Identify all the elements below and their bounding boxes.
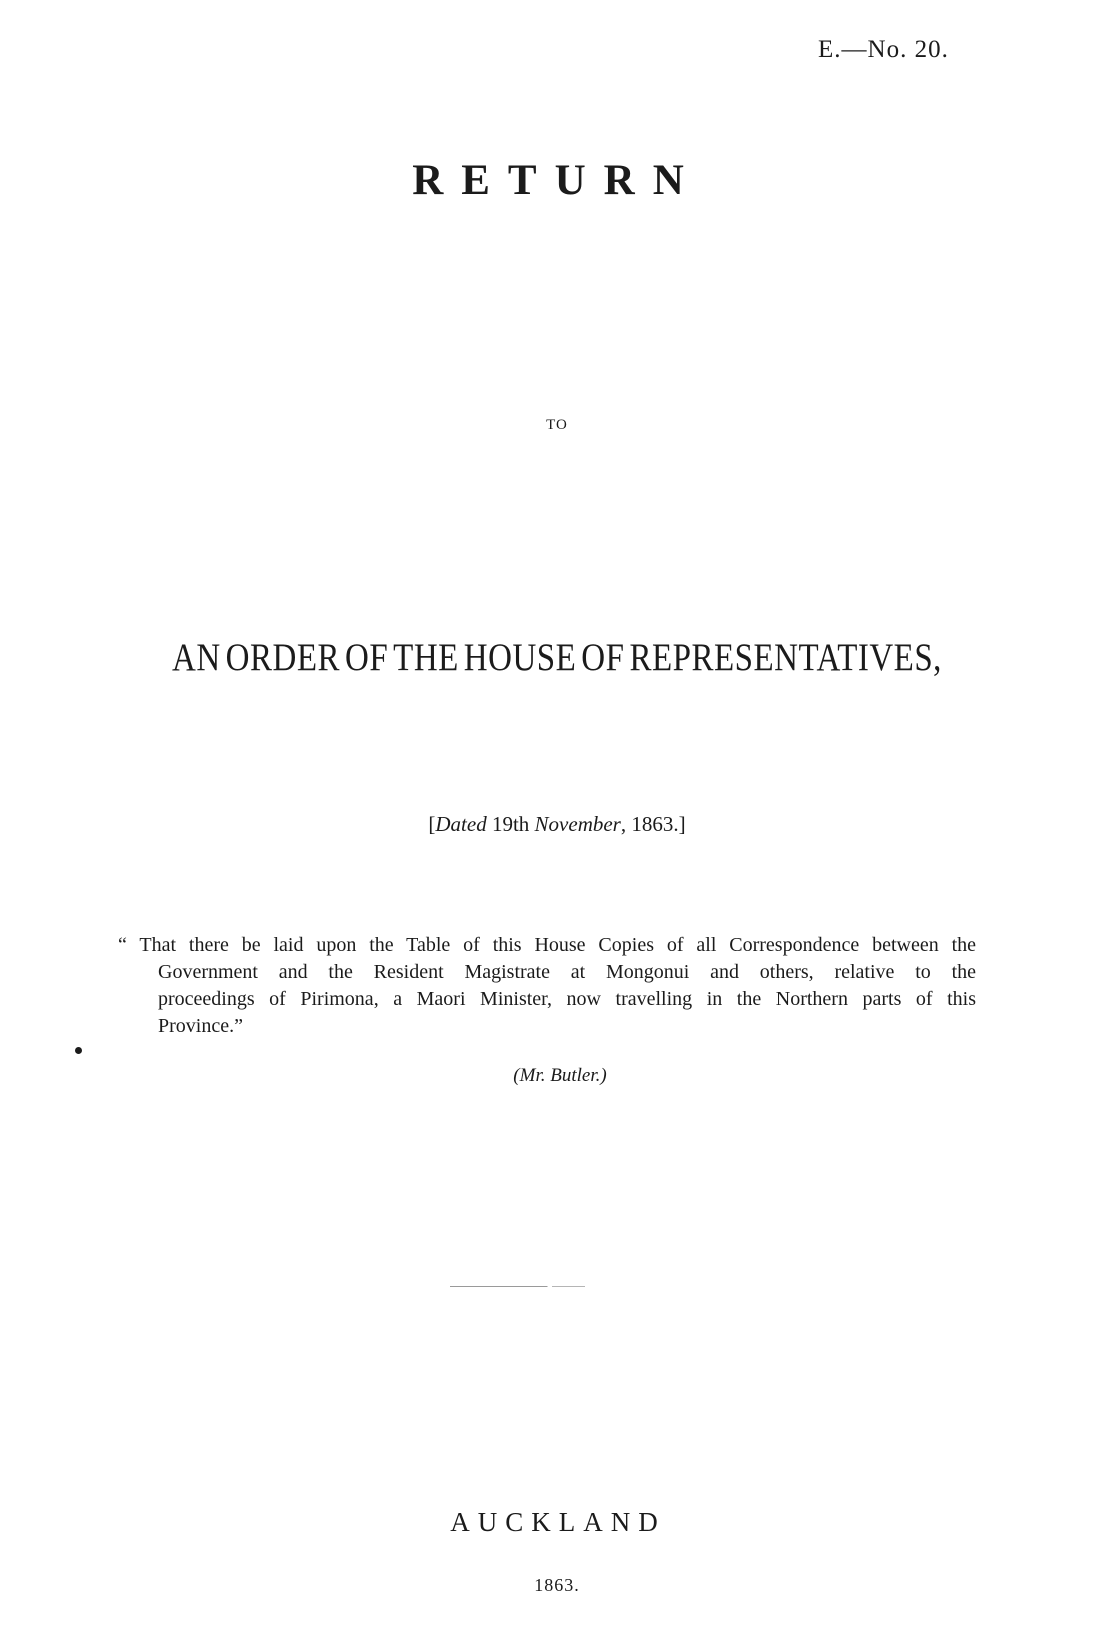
connector-word: TO bbox=[546, 417, 568, 433]
motion-text bbox=[118, 932, 976, 1040]
order-heading-word: AN bbox=[172, 637, 221, 680]
publication-year: 1863. bbox=[534, 1575, 580, 1595]
motion-line: Government and the Resident Magistrate at Mongonui and others, relative to the bbox=[158, 961, 976, 983]
date-dated-word: Dated bbox=[435, 812, 487, 836]
mover-attribution: (Mr. Butler.) bbox=[513, 1065, 607, 1086]
order-heading-word: OF bbox=[344, 637, 389, 680]
divider-rule bbox=[450, 1286, 600, 1287]
order-heading-word: REPRESENTATIVES, bbox=[629, 637, 942, 680]
motion-line: proceedings of Pirimona, a Maori Minister, now travelling in the Northern parts of this bbox=[158, 988, 976, 1010]
date-line bbox=[337, 812, 777, 837]
motion-line: Province.” bbox=[158, 1015, 243, 1037]
document-title: RETURN bbox=[412, 157, 702, 204]
order-heading-word: THE bbox=[393, 637, 459, 680]
order-heading-word: HOUSE bbox=[463, 637, 577, 680]
date-close-bracket: ] bbox=[678, 812, 686, 836]
document-reference: E.—No. 20. bbox=[818, 36, 949, 63]
date-month: November bbox=[534, 812, 621, 836]
date-year: , 1863. bbox=[620, 812, 679, 836]
order-heading-word: ORDER bbox=[225, 637, 340, 680]
order-heading bbox=[172, 637, 942, 681]
date-open-bracket: [ bbox=[428, 812, 436, 836]
publication-place: AUCKLAND bbox=[450, 1507, 666, 1537]
motion-line: “ That there be laid upon the Table of this House Copies of all Correspondence between the bbox=[118, 934, 976, 956]
order-heading-word: OF bbox=[581, 637, 625, 680]
date-day: 19th bbox=[486, 812, 535, 836]
margin-dot bbox=[75, 1047, 82, 1054]
